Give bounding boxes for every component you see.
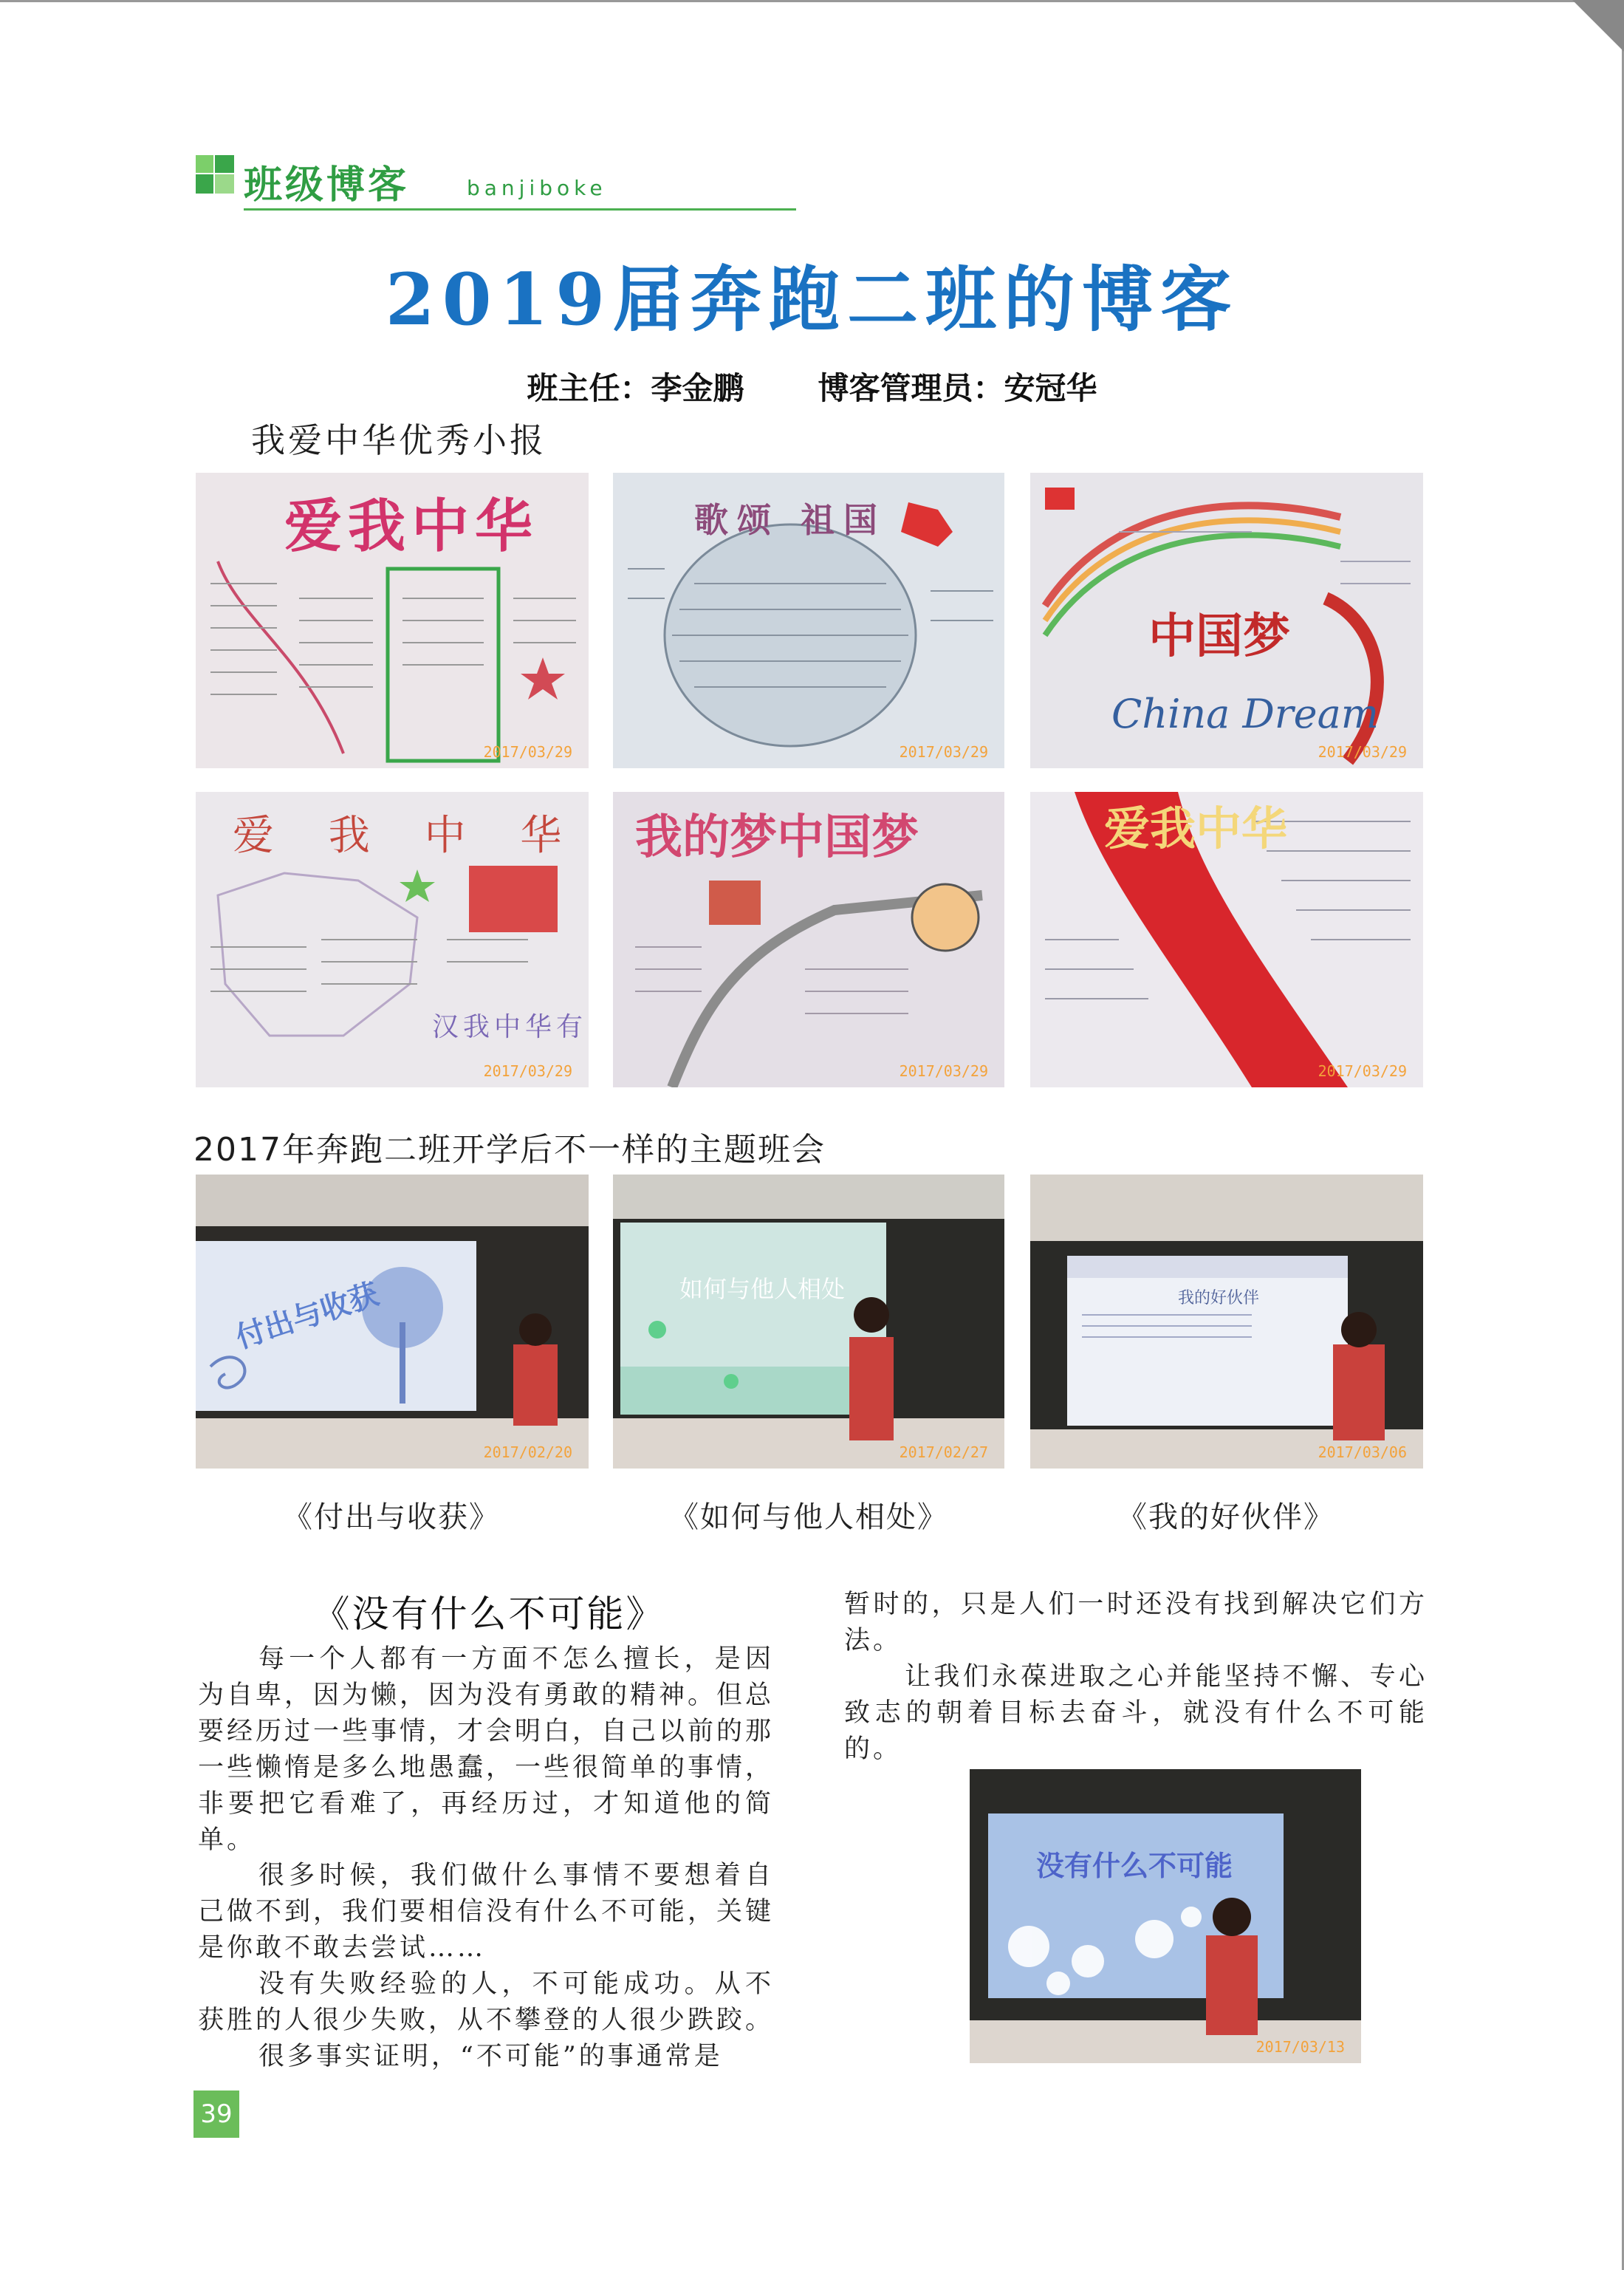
article-photo [970, 1769, 1361, 2063]
header-divider [244, 208, 796, 211]
photo-date-stamp: 2017/02/27 [899, 1443, 988, 1461]
screen-text: 付出与收获 [231, 1276, 383, 1355]
poster-photo-6 [1030, 792, 1423, 1087]
photo-date-stamp: 2017/03/29 [1318, 743, 1407, 761]
poster-heading: 爱 我 中 华 [233, 812, 583, 860]
article-right-paragraph-1: 暂时的，只是人们一时还没有找到解决它们方法。 [844, 1590, 1428, 1655]
photo-date-stamp: 2017/02/20 [483, 1443, 572, 1461]
photo-date-stamp: 2017/03/13 [1255, 2038, 1345, 2056]
poster-heading: 我的梦中国梦 [635, 810, 919, 865]
poster-photo-2 [613, 473, 1004, 768]
meeting-caption-2: 《如何与他人相处》 [669, 1500, 948, 1534]
screen-text: 没有什么不可能 [1036, 1849, 1233, 1882]
article-paragraph-1: 每一个人都有一方面不怎么擅长，是因为自卑，因为懒，因为没有勇敢的精神。但总要经历过一些事情，才会明白，自己以前的那一些懒惰是多么地愚蠢，一些很简单的事情，非要把它看难了，再经历过，才知道他的简单。 [198, 1644, 775, 1855]
poster-heading: 爱我中华 [284, 493, 539, 560]
meeting-photo-2 [613, 1175, 1004, 1469]
article-title: 《没有什么不可能》 [312, 1593, 665, 1635]
logo-cross-icon [196, 155, 234, 194]
page-frame-top [0, 0, 1624, 2]
poster-photo-3 [1030, 473, 1423, 768]
poster-photo-5 [613, 792, 1004, 1087]
meeting-caption-3: 《我的好伙伴》 [1117, 1500, 1335, 1534]
meeting-caption-1: 《付出与收获》 [283, 1500, 500, 1534]
screen-text: 如何与他人相处 [679, 1275, 846, 1303]
poster-photo-4 [196, 792, 589, 1087]
staff-line [0, 364, 1624, 408]
article-right-paragraph-2: 让我们永葆进取之心并能坚持不懈、专心致志的朝着目标去奋斗，就没有什么不可能的。 [844, 1662, 1428, 1764]
screen-text: 我的好伙伴 [1178, 1289, 1260, 1307]
photo-date-stamp: 2017/03/29 [899, 1062, 988, 1080]
page-title: 2019届奔跑二班的博客 [385, 258, 1239, 341]
poster-heading: 爱我中华 [1104, 801, 1288, 855]
poster-photo-1 [196, 473, 589, 768]
photo-date-stamp: 2017/03/29 [1318, 1062, 1407, 1080]
poster-heading: 中国梦 [1148, 609, 1290, 664]
article-paragraph-4: 很多事实证明，“不可能”的事通常是 [258, 2042, 723, 2071]
section1-title: 我爱中华优秀小报 [251, 420, 547, 460]
photo-date-stamp: 2017/03/29 [899, 743, 988, 761]
photo-date-stamp: 2017/03/29 [483, 1062, 572, 1080]
poster-heading: 歌颂 祖国 [694, 500, 887, 540]
section-pinyin: banjiboke [467, 176, 607, 200]
article-paragraph-2: 很多时候，我们做什么事情不要想着自己做不到，我们要相信没有什么不可能，关键是你敢不敢去尝试…… [198, 1861, 775, 1963]
photo-date-stamp: 2017/03/29 [483, 743, 572, 761]
meeting-photo-1 [196, 1175, 589, 1469]
meeting-photo-3 [1030, 1175, 1423, 1469]
photo-date-stamp: 2017/03/06 [1318, 1443, 1407, 1461]
admin-label: 博客管理员：安冠华 [818, 370, 1097, 406]
section-name: 班级博客 [244, 163, 410, 208]
article-paragraph-3: 没有失败经验的人，不可能成功。从不获胜的人很少失败，从不攀登的人很少跌跤。 [198, 1969, 775, 2035]
poster-extra-text: 汉我中华有 [432, 1012, 588, 1042]
page-corner [1572, 0, 1624, 52]
page-number: 39 [193, 2090, 239, 2138]
poster-extra-text: China Dream [1111, 691, 1379, 737]
section2-title: 2017年奔跑二班开学后不一样的主题班会 [193, 1131, 826, 1169]
teacher-label: 班主任：李金鹏 [527, 370, 744, 406]
